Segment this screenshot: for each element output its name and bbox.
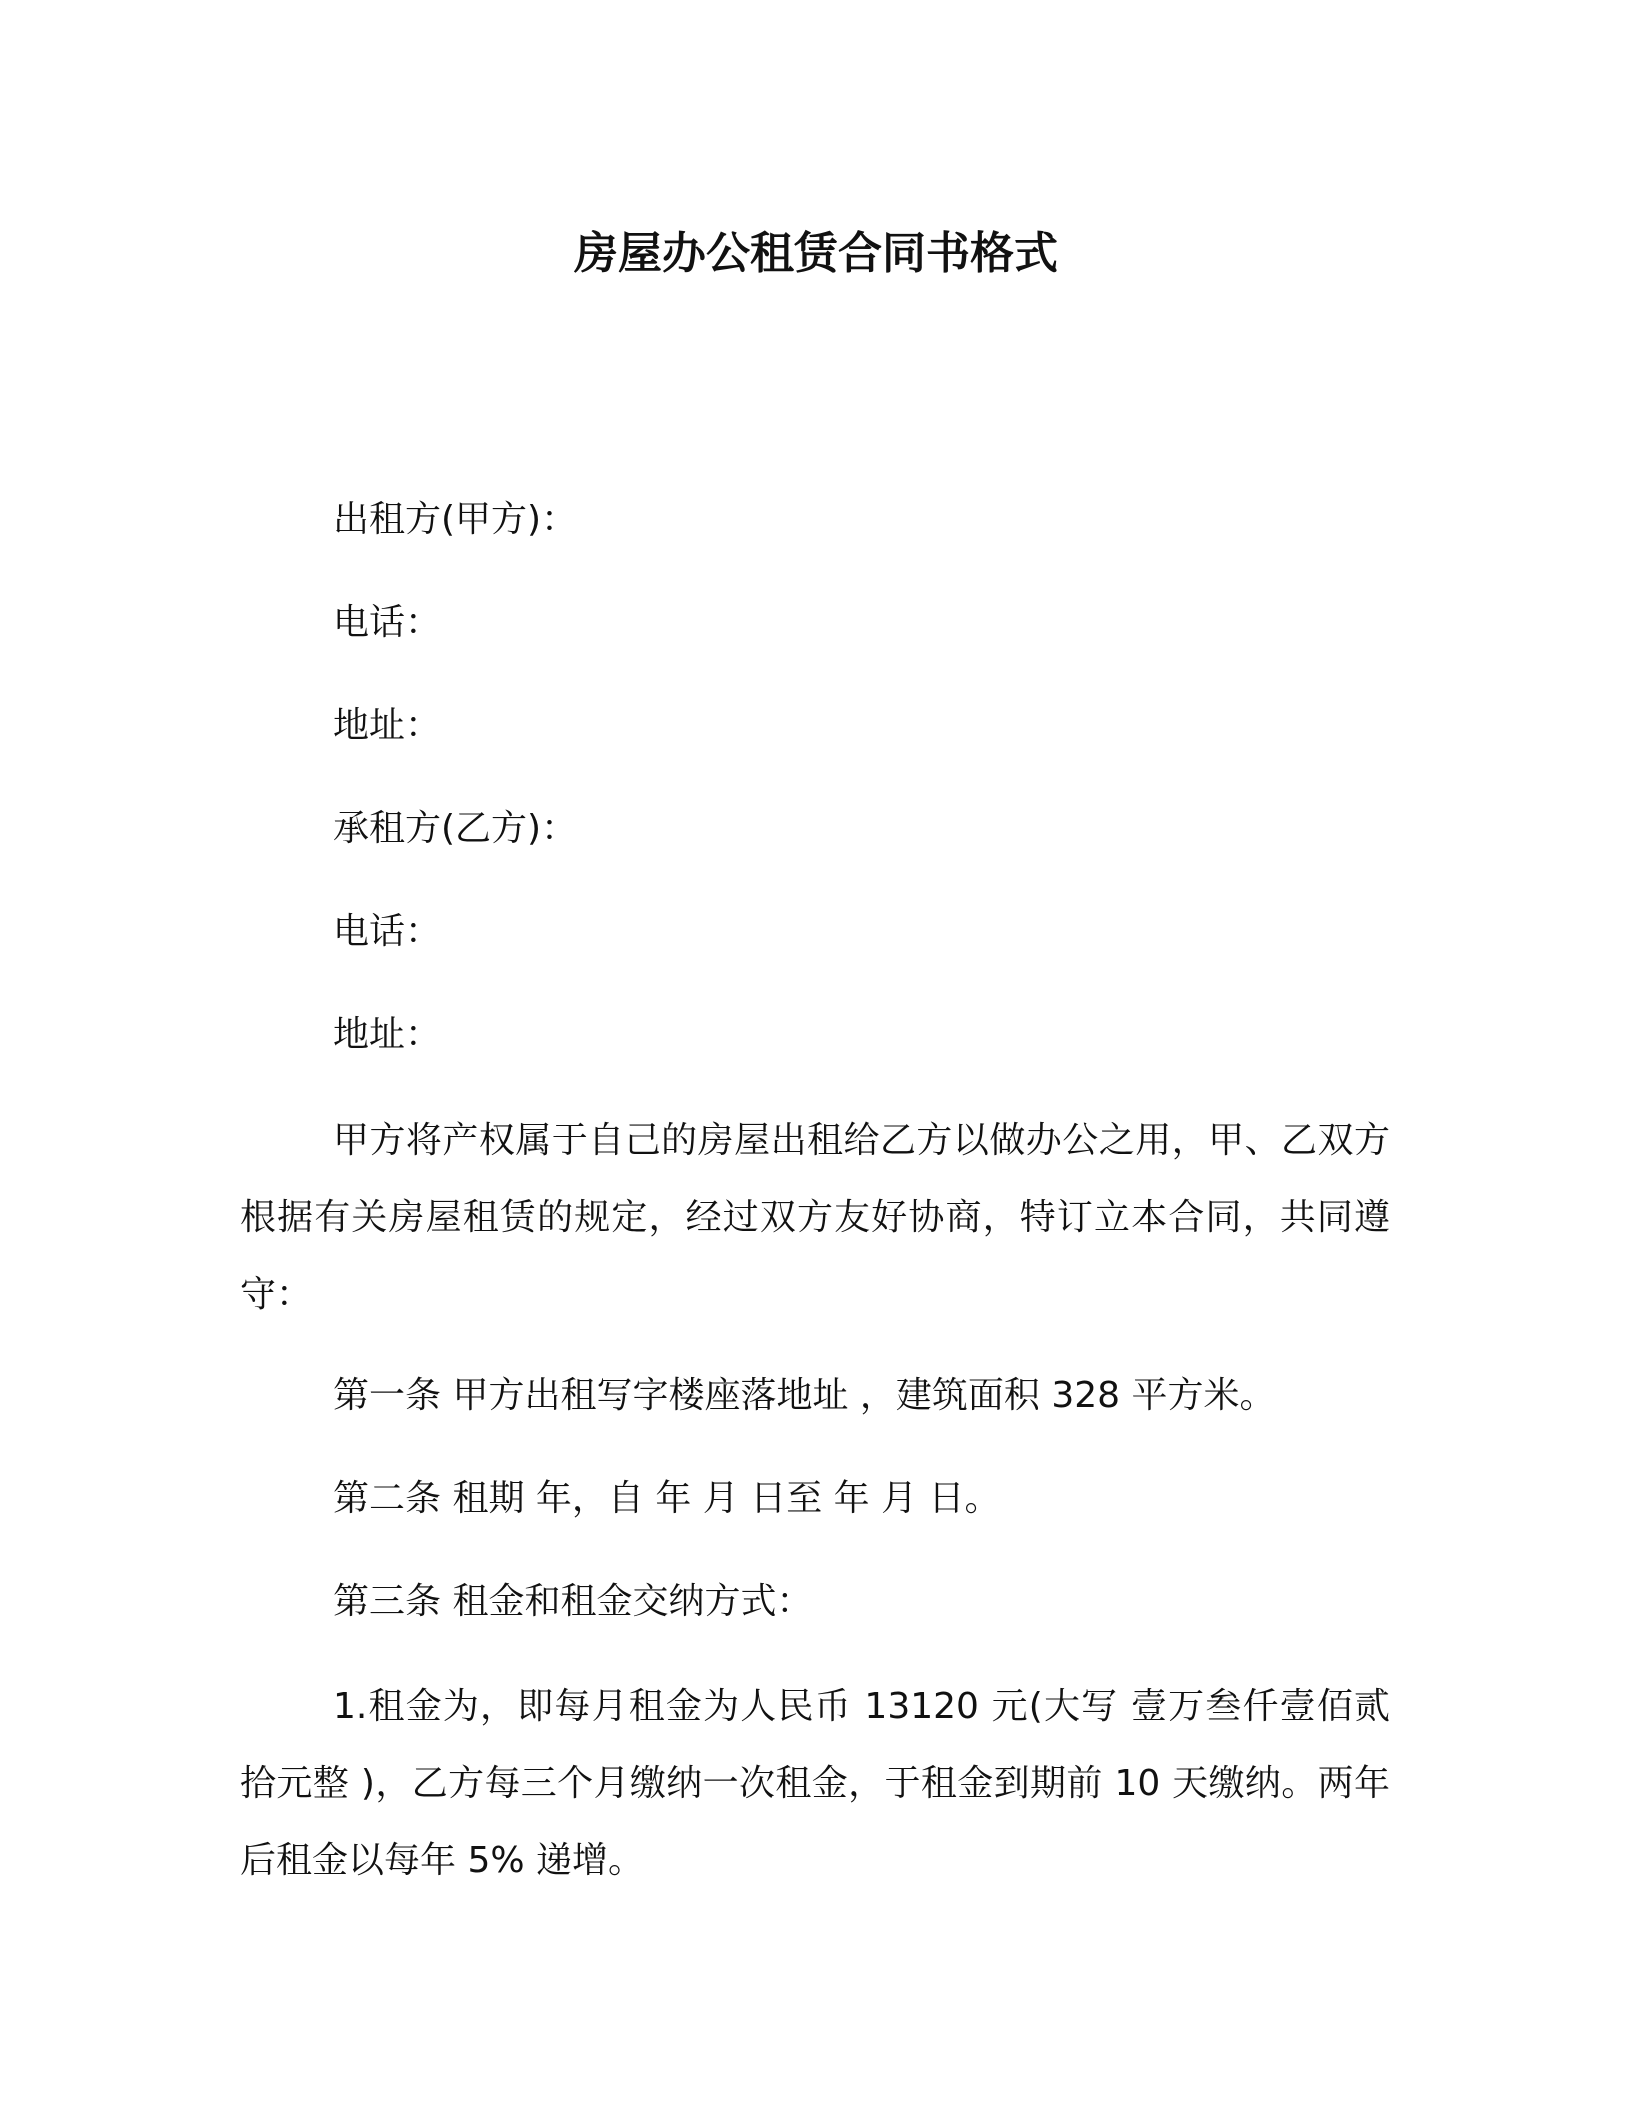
lessee-phone-label: 电话： <box>333 911 442 952</box>
lessor-phone-label: 电话： <box>333 602 442 643</box>
clause-1: 第一条 甲方出租写字楼座落地址 ，建筑面积 328 平方米。 <box>333 1375 1276 1416</box>
clause-3: 第三条 租金和租金交纳方式： <box>333 1581 813 1622</box>
intro-paragraph: 甲方将产权属于自己的房屋出租给乙方以做办公之用，甲、乙双方根据有关房屋租赁的规定，经过双方友好协商，特订立本合同，共同遵守： <box>240 1120 1390 1315</box>
lessee-address-label: 地址： <box>333 1014 442 1055</box>
clause-2: 第二条 租期 年，自 年 月 日至 年 月 日。 <box>333 1478 1001 1519</box>
lessor-label: 出租方(甲方)： <box>333 499 578 540</box>
document-title: 房屋办公租赁合同书格式 <box>574 228 1058 279</box>
lessor-address-label: 地址： <box>333 705 442 746</box>
lessee-label: 承租方(乙方)： <box>333 808 578 849</box>
rent-item-paragraph: 1.租金为，即每月租金为人民币 13120 元(大写 壹万叁仟壹佰贰拾元整 )，乙方每三个月缴纳一次租金，于租金到期前 10 天缴纳。两年后租金以每年 5% 递增。 <box>240 1686 1390 1881</box>
